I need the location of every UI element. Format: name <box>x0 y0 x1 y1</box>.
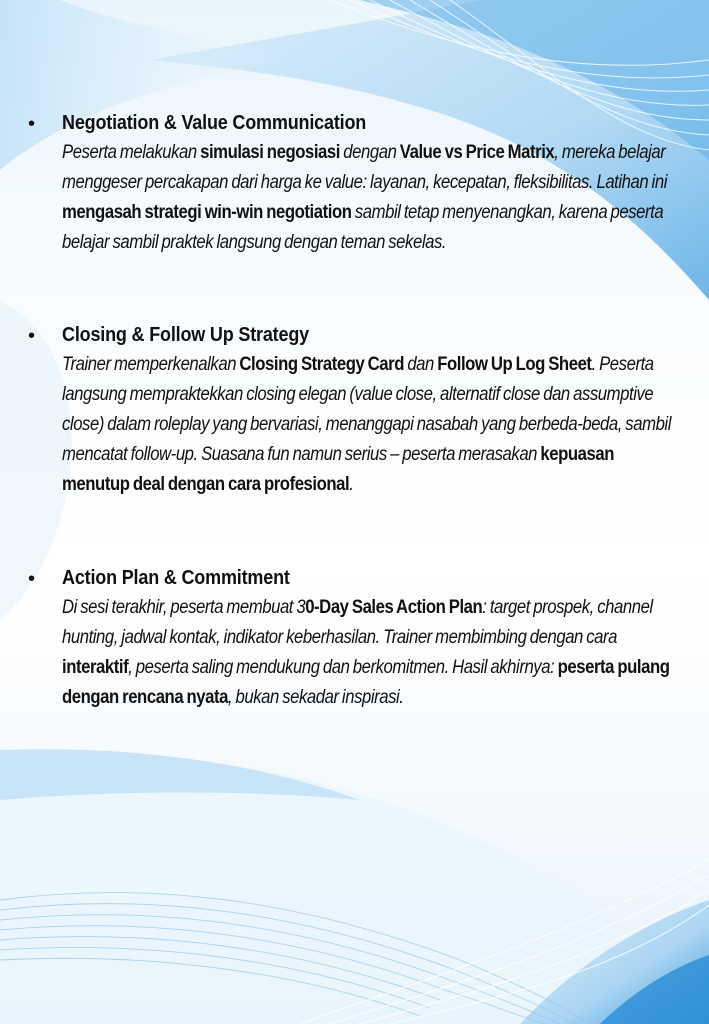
section-paragraph <box>62 593 672 713</box>
body-text: : target prospek, channel hunting, jadwal kontak, indikator keberhasilan. Trainer membimbing dengan cara <box>62 597 653 648</box>
section-heading: Closing & Follow Up Strategy <box>62 324 309 346</box>
bullet-icon: • <box>28 568 36 590</box>
body-text: , mereka belajar menggeser percakapan dari harga ke value: layanan, kecepatan, fleksibilitas. Latihan ini <box>62 142 667 193</box>
emphasis-text: mengasah strategi win-win negotiation <box>62 202 352 223</box>
bullet-icon: • <box>28 325 36 347</box>
emphasis-text: peserta pulang dengan rencana nyata <box>62 657 670 708</box>
section-negotiation <box>28 108 672 258</box>
body-text: sambil tetap menyenangkan, karena peserta belajar sambil praktek langsung dengan teman sekelas. <box>62 202 664 253</box>
body-text: Peserta melakukan <box>62 142 201 163</box>
emphasis-text: interaktif <box>62 657 129 678</box>
body-text: . Peserta langsung mempraktekkan closing elegan (value close, alternatif close dan assumptive close) dalam roleplay yang bervariasi, menanggapi nasabah yang berbeda-beda, sambil mencatat follow-up. Suasana fun namun serius – peserta merasakan <box>62 354 671 465</box>
emphasis-text: Value vs Price Matrix <box>399 142 555 163</box>
emphasis-text: Closing Strategy Card <box>239 354 404 375</box>
body-text: Trainer memperkenalkan <box>62 354 240 375</box>
section-heading: Action Plan & Commitment <box>62 567 290 589</box>
body-text: dengan <box>339 142 400 163</box>
bullet-icon: • <box>28 113 36 135</box>
section-closing <box>28 320 672 500</box>
body-text: . <box>349 474 354 495</box>
body-text: , bukan sekadar inspirasi. <box>227 687 404 708</box>
section-paragraph <box>62 350 672 500</box>
section-heading: Negotiation & Value Communication <box>62 112 367 134</box>
section-action-plan <box>28 563 672 713</box>
emphasis-text: simulasi negosiasi <box>200 142 340 163</box>
body-text: dan <box>403 354 438 375</box>
section-paragraph <box>62 138 672 258</box>
body-text: Di sesi terakhir, peserta membuat 3 <box>62 597 306 618</box>
emphasis-text: 0-Day Sales Action Plan <box>305 597 483 618</box>
body-text: , peserta saling mendukung dan berkomitmen. Hasil akhirnya: <box>128 657 558 678</box>
emphasis-text: kepuasan menutup deal dengan cara profesional <box>62 444 614 495</box>
emphasis-text: Follow Up Log Sheet <box>437 354 592 375</box>
